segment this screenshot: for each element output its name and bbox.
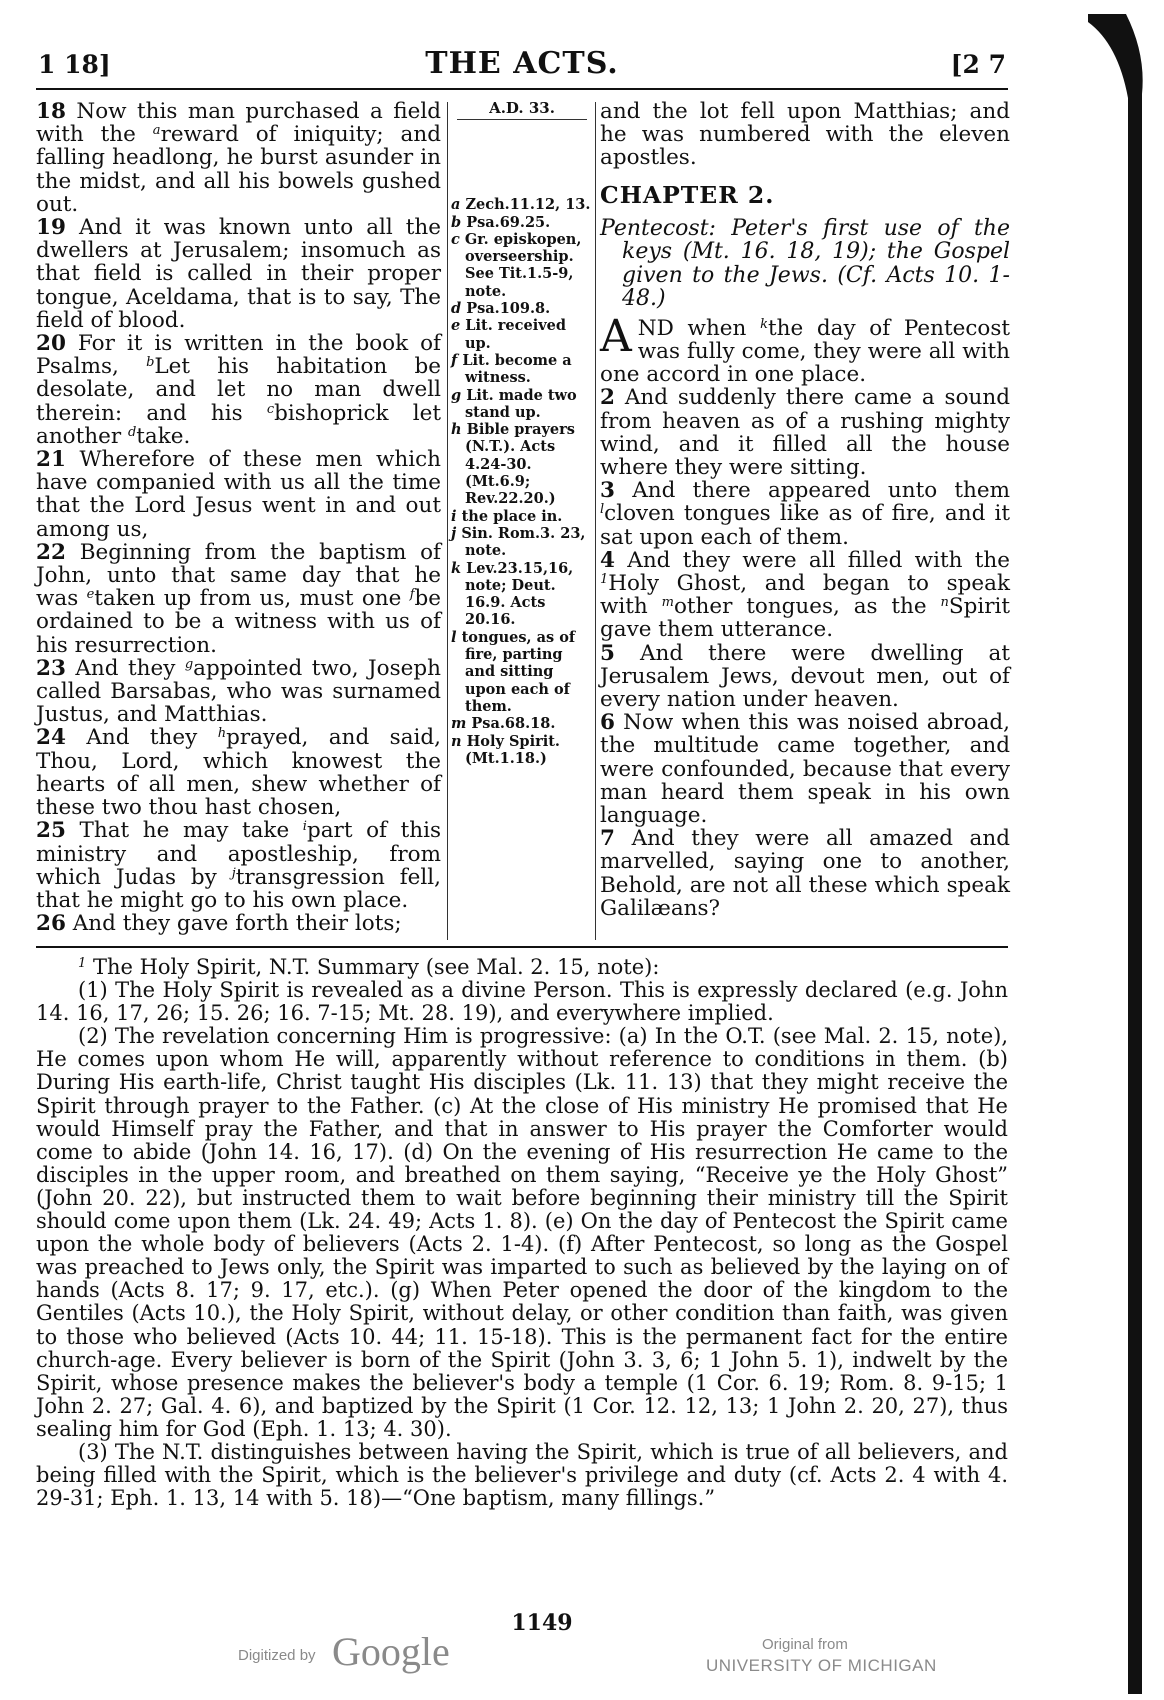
verse: 23 And they $^g$appointed two, Joseph called Barsabas, who was surnamed Justus, and Matthias. (36, 655, 441, 728)
verse-continuation: and the lot fell upon Matthias; and he was numbered with the eleven apostles. (600, 99, 1010, 171)
page-number: 1149 (511, 1610, 573, 1636)
margin-ref: h Bible prayers (N.T.). Acts 4.24-30. (Mt.6.9; Rev.22.20.) (451, 421, 575, 508)
margin-ref: b Psa.69.25. (451, 213, 551, 231)
verse: 19 And it was known unto all the dwellers at Jerusalem; insomuch as that field is called in their proper tongue, Aceldama, that is to say, The field of blood. (36, 215, 441, 333)
margin-ref: c Gr. episkopen, overseership. See Tit.1.5-9, note. (451, 230, 582, 300)
footnote-heading: $^1$ The Holy Spirit, N.T. Summary (see Mal. 2. 15, note): (78, 955, 660, 979)
verse: 21 Wherefore of these men which have companied with us all the time that the Lord Jesus went in and out among us, (36, 447, 441, 542)
column-divider-right (595, 102, 596, 940)
margin-ref: n Holy Spirit. (Mt.1.18.) (451, 732, 560, 767)
footnote-rule (36, 946, 1008, 948)
header-rule (36, 88, 1008, 90)
original-from-label: Original from (762, 1636, 848, 1653)
margin-ref: a Zech.11.12, 13. (451, 196, 591, 214)
chapter-summary: Pentecost: Peter's first use of the keys (Mt. 16. 18, 19); the Gospel given to the Jews. (Cf. Acts 10. 1-48.) (600, 215, 1010, 312)
header-left: 1 18] (38, 50, 111, 79)
margin-ref: k Lev.23.15,16, note; Deut. 16.9. Acts 20.16. (451, 559, 574, 629)
column-divider-left (447, 102, 448, 940)
margin-ref: i the place in. (451, 507, 563, 525)
margin-ref: e Lit. received up. (451, 317, 567, 352)
verse: 5 And there were dwelling at Jerusalem Jews, devout men, out of every nation under heaven. (600, 640, 1010, 713)
institution-label: UNIVERSITY OF MICHIGAN (706, 1656, 937, 1675)
verse: 18 Now this man purchased a field with the $^a$reward of iniquity; and falling headlong, he burst asunder in the midst, and all his bowels gushed out. (36, 99, 441, 217)
footnote-paragraph: (3) The N.T. distinguishes between having the Spirit, which is true of all believers, and being filled with the Spirit, which is the believer's privilege and duty (cf. Acts 2. 4 with 4. 29-31; Eph. 1. 13, 14 with 5. 18)—“One baptism, many fillings.” (36, 1439, 1008, 1511)
google-logo: Google (332, 1629, 450, 1674)
verse: 24 And they $^h$prayed, and said, Thou, Lord, which knowest the hearts of all men, shew whether of these two thou hast chosen, (36, 725, 441, 821)
header-right: [2 7 (950, 50, 1006, 79)
verse: 3 And there appeared unto them $^l$cloven tongues like as of fire, and it sat upon each of them. (600, 478, 1010, 550)
left-column (36, 100, 441, 935)
date-label: A.D. 33. (489, 99, 555, 117)
running-header (38, 46, 1006, 86)
verse: 26 And they gave forth their lots; (36, 911, 402, 937)
marginal-references (451, 100, 593, 767)
chapter-title: CHAPTER 2. (600, 180, 775, 209)
footnote-paragraph: (2) The revelation concerning Him is progressive: (a) In the O.T. (see Mal. 2. 15, note), He comes upon whom He will, apparently without reference to conditions in them. (b) During His earth-life, Christ taught His disciples (Lk. 11. 13) that they might receive the Spirit through prayer to the Father. (c) At the close of His ministry He promised that He would Himself pray the Father, and that in answer to His prayer the Comforter would come to abide (John 14. 16, 17). (d) On the evening of His resurrection He came to the disciples in the upper room, and breathed on them saying, “Receive ye the Holy Ghost” (John 20. 22), but instructed them to wait before beginning their ministry till the Spirit should come upon them (Lk. 24. 49; Acts 1. 8). (e) On the day of Pentecost the Spirit came upon the whole body of believers (Acts 2. 1-4). (f) After Pentecost, so long as the Gospel was preached to Jews only, the Spirit was imparted to such as believed by the laying on of hands (Acts 8. 17; 9. 17, etc.). (g) When Peter opened the door of the kingdom to the Gentiles (Acts 10.), the Holy Spirit, without delay, or other condition than faith, was given to those who believed (Acts 10. 44; 11. 15-18). This is the permanent fact for the entire church-age. Every believer is born of the Spirit (John 3. 3, 6; 1 John 5. 1), indwelt by the Spirit, whose presence makes the believer's body a temple (1 Cor. 6. 19; Rom. 8. 9-15; 1 John 2. 27; Gal. 4. 6), and baptized by the Spirit (1 Cor. 12. 12, 13; 1 John 2. 20, 27), thus sealing him for God (Eph. 1. 13; 4. 30). (36, 1024, 1008, 1441)
verse: 22 Beginning from the baptism of John, unto that same day that he was $^e$taken up from us, must one $^f$be ordained to be a witness with us of his resurrection. (36, 539, 442, 658)
margin-ref: l tongues, as of fire, parting and sitting upon each of them. (451, 628, 576, 715)
verse: 20 For it is written in the book of Psalms, $^b$Let his habitation be desolate, and let no man dwell therein: and his $^c$bishoprick let another $^d$take. (36, 331, 442, 449)
verse: 2 And suddenly there came a sound from heaven as of a rushing mighty wind, and it filled all the house where they were sitting. (600, 385, 1010, 481)
digitized-by-label: Digitized by (238, 1647, 316, 1664)
verse: 25 That he may take $^i$part of this ministry and apostleship, from which Judas by $^j$transgression fell, that he might go to his own place. (36, 818, 441, 913)
drop-cap: A (600, 310, 632, 362)
margin-ref: j Sin. Rom.3. 23, note. (451, 524, 586, 560)
verse: AND when $^k$the day of Pentecost was fully come, they were all with one accord in one place. (600, 310, 1010, 388)
verse: 7 And they were all amazed and marvelled, saying one to another, Behold, are not all these which speak Galilæans? (600, 826, 1010, 921)
margin-ref: m Psa.68.18. (451, 715, 556, 733)
right-column (600, 100, 1010, 920)
header-title: THE ACTS. (425, 46, 619, 81)
verse: 4 And they were all filled with the $^1$Holy Ghost, and began to speak with $^m$other tongues, as the $^n$Spirit gave them utterance. (600, 547, 1011, 643)
page-edge-binding (1088, 14, 1146, 1694)
margin-ref: f Lit. become a witness. (451, 351, 572, 387)
margin-ref: d Psa.109.8. (451, 300, 551, 318)
footnote-paragraph: (1) The Holy Spirit is revealed as a divine Person. This is expressly declared (e.g. John 14. 16, 17, 26; 15. 26; 16. 7-15; Mt. 28. 19), and everywhere implied. (36, 978, 1008, 1026)
footnote (36, 956, 1008, 1510)
margin-ref: g Lit. made two stand up. (451, 386, 577, 421)
verse: 6 Now when this was noised abroad, the multitude came together, and were confounded, because that every man heard them speak in his own language. (600, 710, 1010, 829)
